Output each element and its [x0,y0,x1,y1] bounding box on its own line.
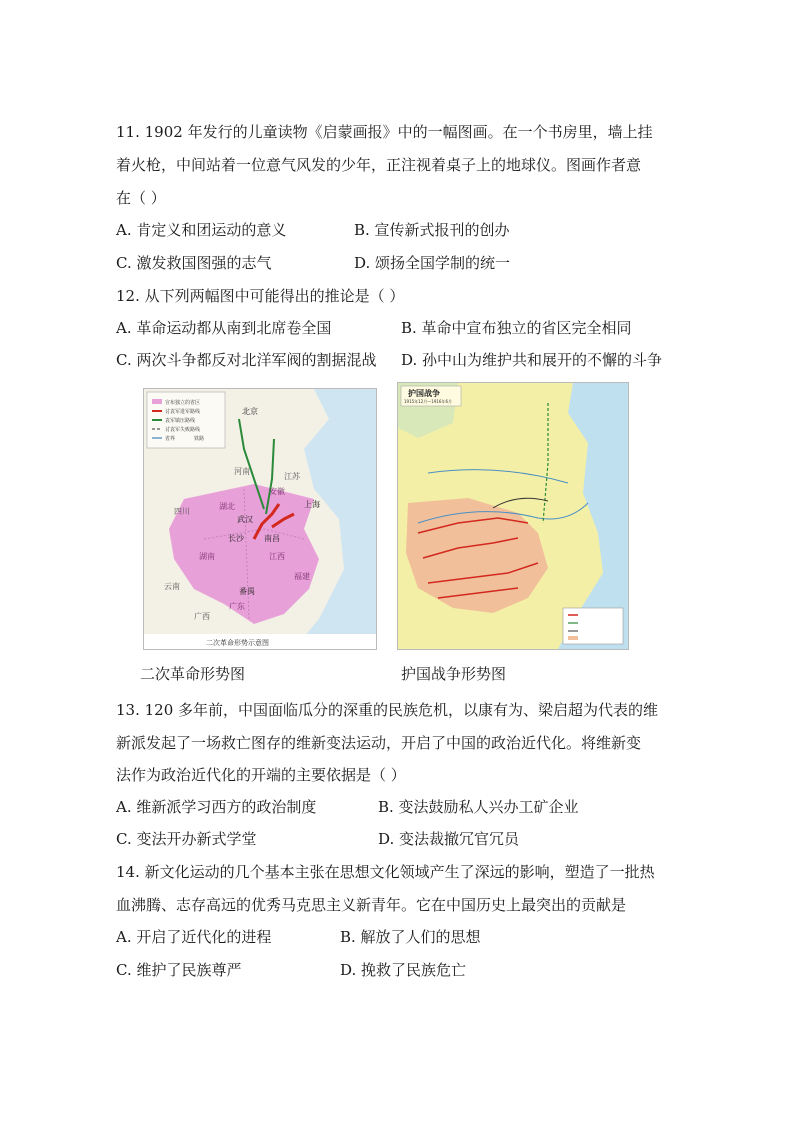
label-fujian: 福建 [294,572,310,581]
q13-stem-line1: 13. 120 多年前，中国面临瓜分的深重的民族危机，以康有为、梁启超为代表的维 [116,701,659,719]
q11-stem-line2: 着火枪，中间站着一位意气风发的少年，正注视着桌子上的地球仪。图画作者意 [116,156,642,174]
q14-stem-line2: 血沸腾、志存高远的优秀马克思主义新青年。它在中国历史上最突出的贡献是 [116,896,627,914]
label-jiangsu: 江苏 [284,472,300,481]
label-changsha: 长沙 [228,534,244,543]
q13-option-d[interactable]: D. 变法裁撤冗官冗员 [378,830,520,848]
q13-option-a[interactable]: A. 维新派学习西方的政治制度 [116,798,317,816]
label-sichuan: 四川 [174,507,190,516]
label-nanchang: 南昌 [264,534,280,543]
label-jiangxi: 江西 [269,552,285,561]
label-shanghai: 上海 [304,500,320,509]
label-guangxi: 广西 [194,612,210,621]
label-hubei: 湖北 [219,502,235,511]
q12-option-d[interactable]: D. 孙中山为维护共和展开的不懈的斗争 [401,351,663,369]
national-protection-war-map [397,382,629,650]
legend-item: 省界 [165,436,176,442]
q11-stem-line3: 在（ ） [116,189,166,207]
q13-option-c[interactable]: C. 变法开办新式学堂 [116,830,257,848]
label-panyu: 番禺 [239,587,255,596]
q14-stem-line1: 14. 新文化运动的几个基本主张在思想文化领域产生了深远的影响，塑造了一批热 [116,863,655,881]
legend-item: 讨袁军进军路线 [165,409,201,415]
label-henan: 河南 [234,467,250,476]
q14-option-c[interactable]: C. 维护了民族尊严 [116,961,242,979]
label-anhui: 安徽 [269,487,285,496]
q12-option-c[interactable]: C. 两次斗争都反对北洋军阀的割据混战 [116,351,377,369]
q14-option-d[interactable]: D. 挽救了民族危亡 [340,961,467,979]
label-wuhan: 武汉 [237,515,253,524]
map2-subtitle: 1915年12月—1916年6月 [404,399,452,404]
map2-caption: 护国战争形势图 [401,665,507,683]
second-revolution-map [143,388,377,650]
q12-option-b[interactable]: B. 革命中宣布独立的省区完全相同 [401,319,632,337]
label-beijing: 北京 [242,407,258,416]
q13-stem-line2: 新派发起了一场救亡图存的维新变法运动，开启了中国的政治近代化。将维新变 [116,734,642,752]
legend-item: 铁路 [194,436,205,442]
map1-caption: 二次革命形势图 [140,665,246,683]
q13-option-b[interactable]: B. 变法鼓励私人兴办工矿企业 [378,798,579,816]
map1-inner-title: 二次革命形势示意图 [206,639,269,647]
second-revolution-map-svg [144,389,376,649]
q11-option-b[interactable]: B. 宣传新式报刊的创办 [354,221,510,239]
national-protection-war-map-svg [398,383,628,649]
q11-stem-line1: 11. 1902 年发行的儿童读物《启蒙画报》中的一幅图画。在一个书房里，墙上挂 [116,123,653,141]
q11-option-a[interactable]: A. 肯定义和团运动的意义 [116,221,287,239]
q14-option-b[interactable]: B. 解放了人们的思想 [340,928,481,946]
label-hunan: 湖南 [199,552,215,561]
q11-option-c[interactable]: C. 激发救国图强的志气 [116,254,272,272]
q12-option-a[interactable]: A. 革命运动都从南到北席卷全国 [116,319,332,337]
q11-option-d[interactable]: D. 颂扬全国学制的统一 [354,254,511,272]
legend-item: 袁军镇压路线 [165,418,196,424]
label-guangdong: 广东 [229,602,245,611]
legend-item: 讨袁军失败路线 [165,427,201,433]
q13-stem-line3: 法作为政治近代化的开端的主要依据是（ ） [116,766,406,784]
legend-item: 宣布独立的省区 [165,400,201,406]
map2-inner-title: 护国战争 [408,389,440,398]
label-yunnan: 云南 [164,582,180,591]
q12-stem-line1: 12. 从下列两幅图中可能得出的推论是（ ） [116,287,405,305]
q14-option-a[interactable]: A. 开启了近代化的进程 [116,928,272,946]
